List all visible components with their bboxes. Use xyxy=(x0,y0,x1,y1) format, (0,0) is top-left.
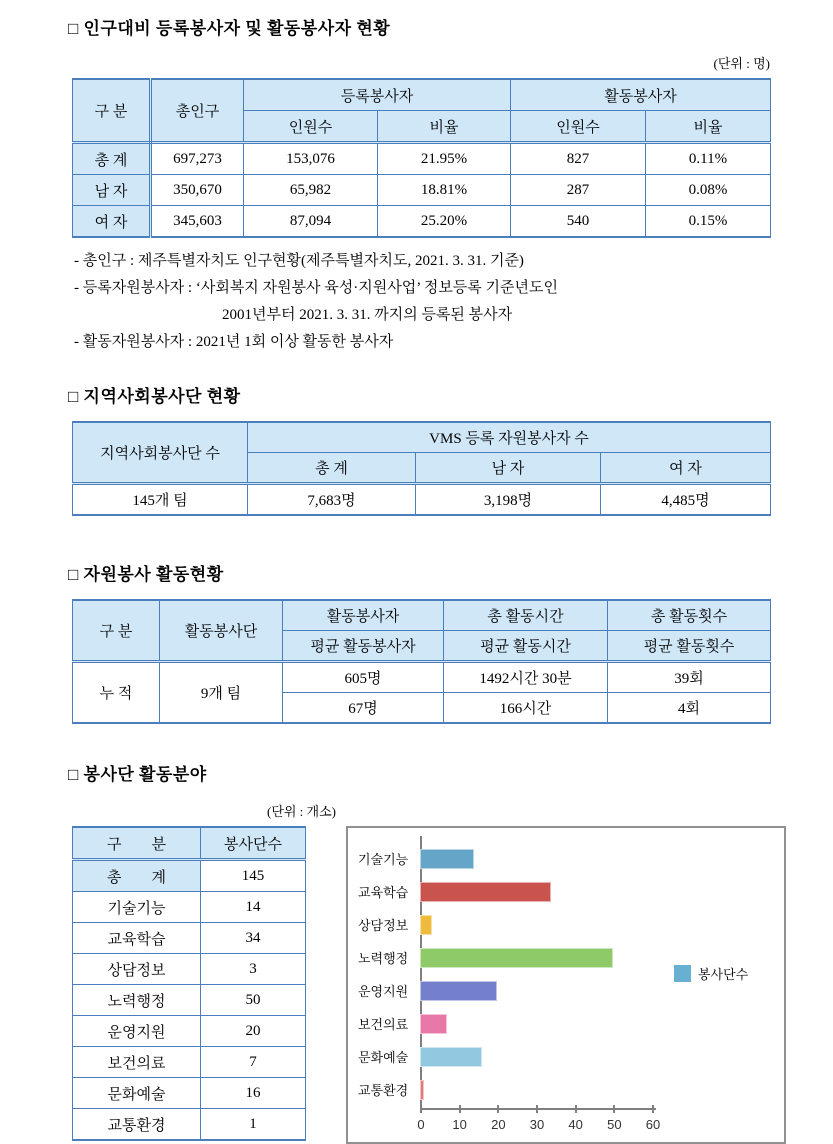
chart-row xyxy=(358,908,652,941)
table-row xyxy=(73,175,771,206)
column-group-active: 활동봉사자 xyxy=(511,79,771,111)
row-header: 노력행정 xyxy=(73,985,201,1016)
chart-bar xyxy=(420,1080,424,1100)
table-cell: 166시간 xyxy=(444,693,608,724)
table-cell: 3 xyxy=(201,954,306,985)
table-row xyxy=(73,206,771,238)
chart-category-label: 노력행정 xyxy=(358,951,409,966)
column-header-count: 인원수 xyxy=(511,111,646,143)
table-cell: 14 xyxy=(201,892,306,923)
chart-bar xyxy=(420,915,432,935)
table-cell: 67명 xyxy=(283,693,444,724)
table-row xyxy=(73,484,771,516)
section-title-activity: □ 자원봉사 활동현황 xyxy=(68,565,224,584)
column-header-total-count: 총 활동횟수 xyxy=(608,600,771,631)
axis-tick-label: 0 xyxy=(417,1117,425,1132)
row-header: 여 자 xyxy=(73,206,151,238)
table-row xyxy=(73,143,771,175)
chart-bar xyxy=(420,1047,482,1067)
row-header: 남 자 xyxy=(73,175,151,206)
table-cell: 87,094 xyxy=(244,206,378,238)
chart-row xyxy=(358,941,652,974)
table-row xyxy=(73,954,306,985)
table-cell: 4,485명 xyxy=(601,484,771,516)
table-cell: 827 xyxy=(511,143,646,175)
chart-row xyxy=(358,1040,652,1073)
chart-row xyxy=(358,842,652,875)
chart-bar xyxy=(420,948,613,968)
unit-label-places: (단위 : 개소) xyxy=(266,804,336,819)
chart-bar-track xyxy=(420,842,652,875)
table-cell: 145 xyxy=(201,860,306,892)
table-row xyxy=(73,1078,306,1109)
chart-category-label: 문화예술 xyxy=(358,1050,409,1065)
chart-bar xyxy=(420,1014,447,1034)
column-header-gubun: 구 분 xyxy=(73,79,151,143)
table-cell: 0.15% xyxy=(646,206,771,238)
column-header-total-hours: 총 활동시간 xyxy=(444,600,608,631)
chart-row xyxy=(358,1007,652,1040)
note-line: - 활동자원봉사자 : 2021년 1회 이상 활동한 봉사자 xyxy=(74,334,394,350)
chart-row xyxy=(358,974,652,1007)
table-cell: 7,683명 xyxy=(248,484,416,516)
table-cell: 697,273 xyxy=(151,143,244,175)
column-header-total: 총 계 xyxy=(248,453,416,484)
axis-tick-label: 30 xyxy=(529,1117,545,1132)
table-cell: 0.11% xyxy=(646,143,771,175)
population-volunteers-table xyxy=(72,78,771,238)
table-row xyxy=(73,1047,306,1078)
activity-fields-table xyxy=(72,826,306,1141)
table-cell: 9개 팀 xyxy=(160,662,283,724)
chart-rows xyxy=(358,842,652,1106)
table-cell: 145개 팀 xyxy=(73,484,248,516)
table-cell: 605명 xyxy=(283,662,444,693)
community-teams-table xyxy=(72,421,771,516)
table-cell: 34 xyxy=(201,923,306,954)
axis-tick xyxy=(497,1105,499,1113)
column-header-female: 여 자 xyxy=(601,453,771,484)
chart-x-axis xyxy=(417,1108,661,1132)
table-row xyxy=(73,985,306,1016)
column-header-gubun: 구 분 xyxy=(73,600,160,662)
chart-bar-track xyxy=(420,1073,652,1106)
row-header: 교통환경 xyxy=(73,1109,201,1141)
column-header-gubun: 구 분 xyxy=(73,827,201,860)
table-row xyxy=(73,662,771,693)
section-title-fields: □ 봉사단 활동분야 xyxy=(68,765,207,784)
unit-label-people: (단위 : 명) xyxy=(713,56,770,71)
table-cell: 7 xyxy=(201,1047,306,1078)
note-line: 2001년부터 2021. 3. 31. 까지의 등록된 봉사자 xyxy=(222,307,513,323)
table-cell: 1 xyxy=(201,1109,306,1141)
column-header-avg-volunteers: 평균 활동봉사자 xyxy=(283,631,444,662)
table-row xyxy=(73,892,306,923)
chart-row xyxy=(358,875,652,908)
table-cell: 1492시간 30분 xyxy=(444,662,608,693)
column-header-team-count: 봉사단수 xyxy=(201,827,306,860)
axis-tick-label: 10 xyxy=(452,1117,467,1132)
column-header-ratio: 비율 xyxy=(646,111,771,143)
row-header: 누 적 xyxy=(73,662,160,724)
column-header-avg-count: 평균 활동횟수 xyxy=(608,631,771,662)
column-header-active-teams: 활동봉사단 xyxy=(160,600,283,662)
note-line: - 등록자원봉사자 : ‘사회복지 자원봉사 육성·지원사업’ 정보등록 기준년도인 xyxy=(74,280,558,296)
chart-category-label: 교육학습 xyxy=(358,885,409,900)
fields-section-body xyxy=(68,826,770,1144)
table-cell: 540 xyxy=(511,206,646,238)
column-group-registered: 등록봉사자 xyxy=(244,79,511,111)
column-group-vms: VMS 등록 자원봉사자 수 xyxy=(248,422,771,453)
row-header: 총 계 xyxy=(73,860,201,892)
chart-area xyxy=(346,826,786,1144)
row-header: 교육학습 xyxy=(73,923,201,954)
row-header: 총 계 xyxy=(73,143,151,175)
table-cell: 21.95% xyxy=(378,143,511,175)
footnotes xyxy=(74,248,770,356)
chart-bar xyxy=(420,981,497,1001)
chart-bar-track xyxy=(420,974,652,1007)
table-cell: 20 xyxy=(201,1016,306,1047)
axis-tick-label: 40 xyxy=(568,1117,583,1132)
chart-category-label: 교통환경 xyxy=(358,1083,409,1098)
row-header: 상담정보 xyxy=(73,954,201,985)
section-title-community: □ 지역사회봉사단 현황 xyxy=(68,387,241,406)
axis-tick-label: 50 xyxy=(607,1117,622,1132)
column-header-count: 인원수 xyxy=(244,111,378,143)
axis-tick xyxy=(652,1105,654,1113)
axis-tick xyxy=(536,1105,538,1113)
chart-bar-track xyxy=(420,1007,652,1040)
table-cell: 3,198명 xyxy=(416,484,601,516)
chart-category-label: 상담정보 xyxy=(358,918,409,933)
axis-tick-label: 20 xyxy=(491,1117,506,1132)
column-header-avg-hours: 평균 활동시간 xyxy=(444,631,608,662)
chart-bar xyxy=(420,849,474,869)
volunteer-activity-table xyxy=(72,599,771,724)
table-cell: 153,076 xyxy=(244,143,378,175)
legend-label: 봉사단수 xyxy=(698,967,749,982)
axis-tick xyxy=(575,1105,577,1113)
chart-category-label: 기술기능 xyxy=(358,852,409,867)
chart-bar xyxy=(420,882,551,902)
table-row xyxy=(73,1016,306,1047)
column-header-ratio: 비율 xyxy=(378,111,511,143)
row-header: 문화예술 xyxy=(73,1078,201,1109)
table-cell: 65,982 xyxy=(244,175,378,206)
table-cell: 350,670 xyxy=(151,175,244,206)
chart-bar-track xyxy=(420,875,652,908)
chart-category-label: 운영지원 xyxy=(358,984,409,999)
chart-bar-track xyxy=(420,908,652,941)
chart-legend xyxy=(674,964,748,983)
axis-tick-label: 60 xyxy=(645,1117,661,1132)
table-cell: 39회 xyxy=(608,662,771,693)
row-header: 운영지원 xyxy=(73,1016,201,1047)
axis-tick xyxy=(420,1105,422,1113)
column-header-male: 남 자 xyxy=(416,453,601,484)
table-cell: 4회 xyxy=(608,693,771,724)
legend-swatch xyxy=(674,965,691,982)
table-cell: 16 xyxy=(201,1078,306,1109)
table-cell: 287 xyxy=(511,175,646,206)
column-header-team-count: 지역사회봉사단 수 xyxy=(73,422,248,484)
table-row xyxy=(73,1109,306,1141)
chart-row xyxy=(358,1073,652,1106)
section-title-population: □ 인구대비 등록봉사자 및 활동봉사자 현황 xyxy=(68,19,391,38)
table-cell: 50 xyxy=(201,985,306,1016)
table-row xyxy=(73,860,306,892)
table-cell: 18.81% xyxy=(378,175,511,206)
bar-chart xyxy=(346,826,786,1144)
table-cell: 0.08% xyxy=(646,175,771,206)
chart-category-label: 보건의료 xyxy=(358,1017,409,1032)
row-header: 기술기능 xyxy=(73,892,201,923)
column-header-total-population: 총인구 xyxy=(151,79,244,143)
chart-bar-track xyxy=(420,941,652,974)
table-row xyxy=(73,923,306,954)
column-header-volunteers: 활동봉사자 xyxy=(283,600,444,631)
table-cell: 25.20% xyxy=(378,206,511,238)
axis-tick xyxy=(459,1105,461,1113)
chart-bar-track xyxy=(420,1040,652,1073)
table-cell: 345,603 xyxy=(151,206,244,238)
axis-tick xyxy=(613,1105,615,1113)
row-header: 보건의료 xyxy=(73,1047,201,1078)
note-line: - 총인구 : 제주특별자치도 인구현황(제주특별자치도, 2021. 3. 31. 기준) xyxy=(74,253,524,269)
